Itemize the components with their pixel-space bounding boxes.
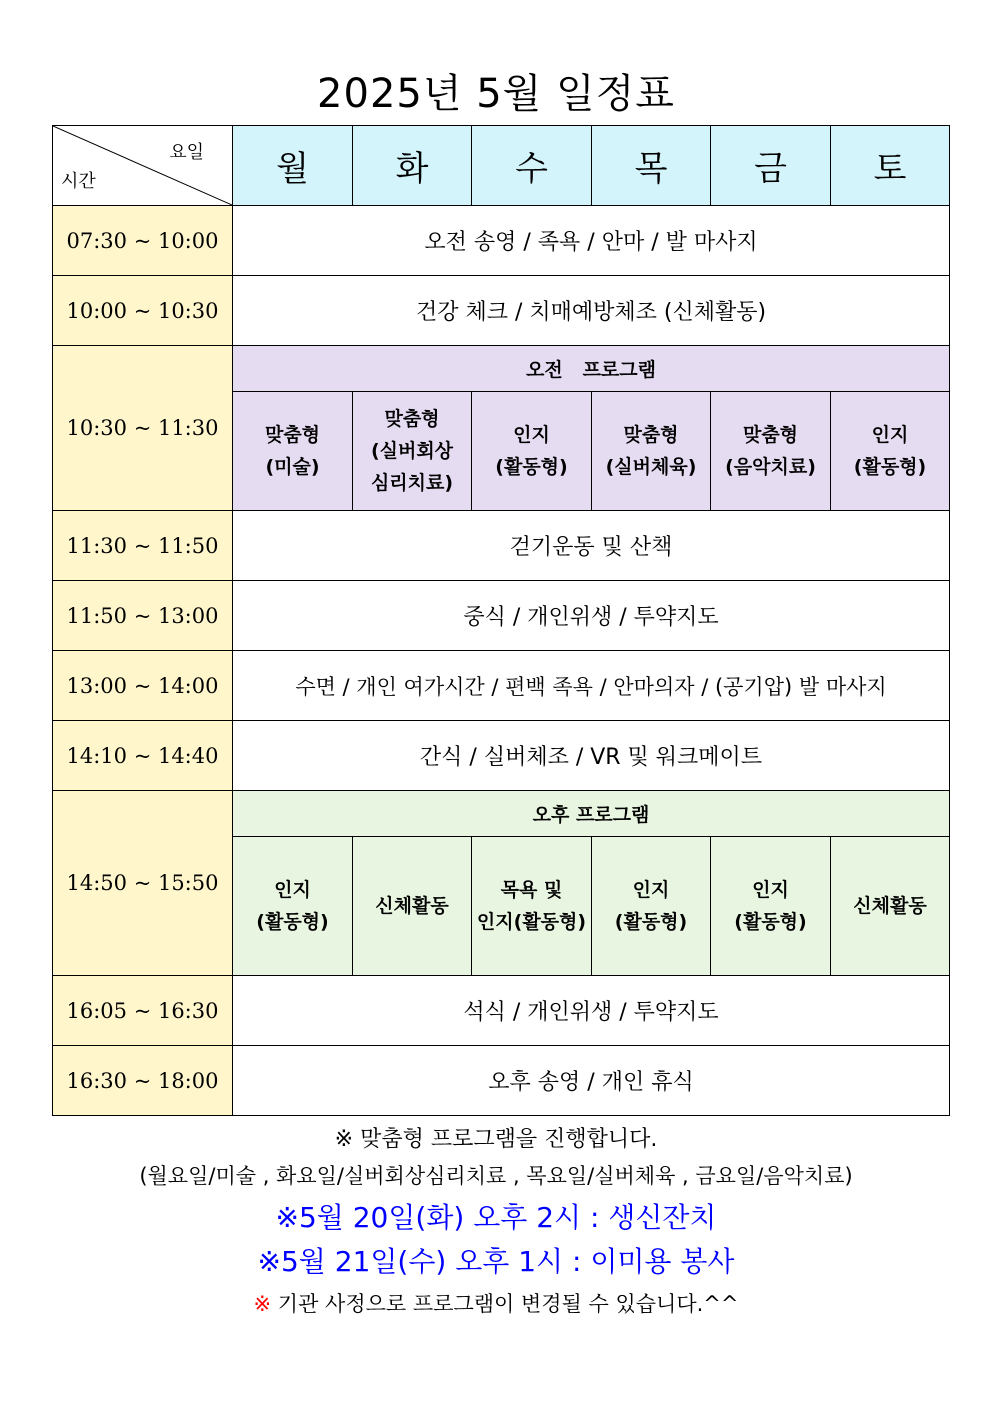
birthday-party-notice: ※5월 20일(화) 오후 2시 : 생신잔치 xyxy=(275,1201,717,1234)
schedule-row xyxy=(53,206,950,276)
program-line: 심리치료) xyxy=(370,472,454,494)
page-title: 2025년 5월 일정표 xyxy=(317,71,675,117)
program-line: 맞춤형 xyxy=(384,408,440,430)
header-row xyxy=(53,126,950,206)
day-header-thu: 목 xyxy=(592,126,711,206)
program-line: (활동형) xyxy=(256,911,329,933)
disclaimer-text: 기관 사정으로 프로그램이 변경될 수 있습니다.^^ xyxy=(271,1292,739,1316)
activity-cell: 오후 송영 / 개인 휴식 xyxy=(233,1046,950,1116)
schedule-table xyxy=(52,125,950,1116)
program-cell-thu xyxy=(592,392,711,511)
program-line: (실버회상 xyxy=(370,440,454,462)
diagonal-divider xyxy=(53,126,232,205)
program-cell-wed xyxy=(472,837,592,976)
program-line: (활동형) xyxy=(495,456,568,478)
afternoon-program-heading: 오후 프로그램 xyxy=(233,791,950,837)
program-cell-tue xyxy=(353,837,472,976)
program-line: 신체활동 xyxy=(375,895,449,917)
program-line: 인지 xyxy=(632,879,670,901)
time-cell: 10:00 ~ 10:30 xyxy=(53,276,233,346)
program-cell-sat xyxy=(831,837,950,976)
day-header-tue: 화 xyxy=(353,126,472,206)
time-axis-label: 시간 xyxy=(61,171,96,192)
program-line: 목욕 및 xyxy=(500,879,563,901)
program-line: 인지 xyxy=(752,879,789,901)
time-cell: 11:50 ~ 13:00 xyxy=(53,581,233,651)
schedule-row xyxy=(53,651,950,721)
time-cell: 13:00 ~ 14:00 xyxy=(53,651,233,721)
day-header-mon: 월 xyxy=(233,126,353,206)
program-cell-thu xyxy=(592,837,711,976)
schedule-row xyxy=(53,1046,950,1116)
program-line: (활동형) xyxy=(734,911,807,933)
program-line: (음악치료) xyxy=(725,456,816,478)
time-cell: 16:30 ~ 18:00 xyxy=(53,1046,233,1116)
program-cell-sat xyxy=(831,392,950,511)
time-cell: 16:05 ~ 16:30 xyxy=(53,976,233,1046)
morning-program-heading: 오전 프로그램 xyxy=(233,346,950,392)
day-header-fri: 금 xyxy=(711,126,831,206)
time-cell: 14:10 ~ 14:40 xyxy=(53,721,233,791)
header-corner-cell xyxy=(53,126,233,206)
program-line: (활동형) xyxy=(614,911,688,933)
program-line: 신체활동 xyxy=(853,895,927,917)
schedule-row xyxy=(53,511,950,581)
schedule-row xyxy=(53,721,950,791)
reference-mark: ※ xyxy=(253,1292,272,1316)
program-line: 인지(활동형) xyxy=(476,911,587,933)
program-line: 맞춤형 xyxy=(264,424,321,446)
activity-cell: 걷기운동 및 산책 xyxy=(233,511,950,581)
morning-program-heading-row xyxy=(53,346,950,392)
custom-program-detail: (월요일/미술 , 화요일/실버회상심리치료 , 목요일/실버체육 , 금요일/음악치료) xyxy=(139,1164,853,1188)
program-cell-fri xyxy=(711,837,831,976)
day-header-sat: 토 xyxy=(831,126,950,206)
time-cell: 11:30 ~ 11:50 xyxy=(53,511,233,581)
activity-cell: 오전 송영 / 족욕 / 안마 / 발 마사지 xyxy=(233,206,950,276)
program-line: 인지 xyxy=(871,424,909,446)
program-line: 맞춤형 xyxy=(623,424,679,446)
program-line: 인지 xyxy=(274,879,311,901)
program-line: 맞춤형 xyxy=(742,424,799,446)
program-line: 인지 xyxy=(513,424,550,446)
schedule-row xyxy=(53,276,950,346)
program-cell-mon xyxy=(233,837,353,976)
program-cell-tue xyxy=(353,392,472,511)
afternoon-program-heading-row xyxy=(53,791,950,837)
schedule-row xyxy=(53,581,950,651)
program-cell-fri xyxy=(711,392,831,511)
time-cell: 14:50 ~ 15:50 xyxy=(53,791,233,976)
activity-cell: 석식 / 개인위생 / 투약지도 xyxy=(233,976,950,1046)
custom-program-note: ※ 맞춤형 프로그램을 진행합니다. xyxy=(334,1127,658,1152)
haircut-volunteer-notice: ※5월 21일(수) 오후 1시 : 이미용 봉사 xyxy=(257,1245,735,1278)
day-header-wed: 수 xyxy=(472,126,592,206)
schedule-row xyxy=(53,976,950,1046)
program-cell-mon xyxy=(233,392,353,511)
program-line: (미술) xyxy=(265,456,320,478)
change-disclaimer xyxy=(0,1288,992,1318)
time-cell: 10:30 ~ 11:30 xyxy=(53,346,233,511)
program-line: (활동형) xyxy=(853,456,927,478)
activity-cell: 중식 / 개인위생 / 투약지도 xyxy=(233,581,950,651)
activity-cell: 건강 체크 / 치매예방체조 (신체활동) xyxy=(233,276,950,346)
activity-cell: 간식 / 실버체조 / VR 및 워크메이트 xyxy=(233,721,950,791)
program-line: (실버체육) xyxy=(605,456,697,478)
day-axis-label: 요일 xyxy=(169,142,204,163)
program-cell-wed xyxy=(472,392,592,511)
activity-cell: 수면 / 개인 여가시간 / 편백 족욕 / 안마의자 / (공기압) 발 마사지 xyxy=(233,651,950,721)
time-cell: 07:30 ~ 10:00 xyxy=(53,206,233,276)
